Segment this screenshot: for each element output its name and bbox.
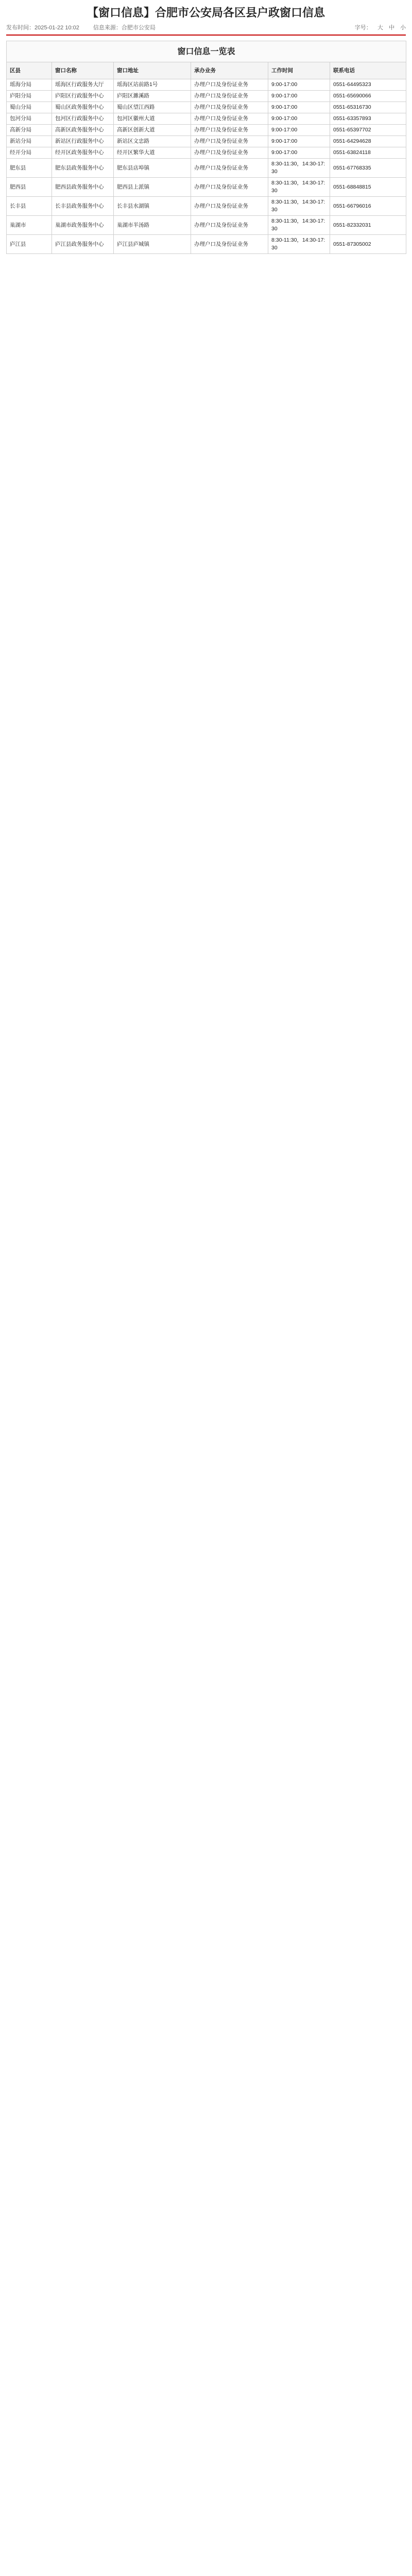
header-district: 区县	[7, 62, 52, 79]
cell-phone: 0551-87305002	[330, 235, 406, 254]
cell-business: 办理户口及身份证业务	[191, 113, 268, 125]
page-title: 【窗口信息】合肥市公安局各区县户政窗口信息	[87, 6, 325, 19]
table-header-row	[7, 62, 406, 79]
info-source: 信息来源：合肥市公安局	[93, 25, 156, 31]
cell-district: 庐江县	[7, 235, 52, 254]
font-size-controls	[351, 23, 406, 31]
cell-address: 蜀山区望江西路	[114, 102, 191, 113]
table-row	[7, 125, 406, 136]
cell-window-name: 包河区行政服务中心	[52, 113, 114, 125]
cell-window-name: 肥西县政务服务中心	[52, 178, 114, 197]
table-row	[7, 235, 406, 254]
header-business: 承办业务	[191, 62, 268, 79]
cell-window-name: 新站区行政服务中心	[52, 136, 114, 147]
cell-business: 办理户口及身份证业务	[191, 79, 268, 91]
cell-address: 肥西县上派镇	[114, 178, 191, 197]
cell-district: 新站分局	[7, 136, 52, 147]
header-phone: 联系电话	[330, 62, 406, 79]
cell-hours: 8:30-11:30，14:30-17:30	[268, 216, 330, 235]
font-medium-button[interactable]: 中	[388, 25, 394, 31]
table-body	[7, 79, 406, 254]
table-row	[7, 136, 406, 147]
cell-window-name: 经开区政务服务中心	[52, 147, 114, 159]
font-label: 字号：	[354, 25, 372, 31]
cell-district: 高新分局	[7, 125, 52, 136]
cell-window-name: 长丰县政务服务中心	[52, 197, 114, 216]
cell-hours: 8:30-11:30，14:30-17:30	[268, 235, 330, 254]
header-work-hours: 工作时间	[268, 62, 330, 79]
table-row	[7, 197, 406, 216]
cell-business: 办理户口及身份证业务	[191, 91, 268, 102]
cell-district: 肥西县	[7, 178, 52, 197]
cell-window-name: 庐江县政务服务中心	[52, 235, 114, 254]
cell-hours: 9:00-17:00	[268, 125, 330, 136]
cell-hours: 9:00-17:00	[268, 91, 330, 102]
cell-phone: 0551-68848815	[330, 178, 406, 197]
cell-address: 巢湖市半汤路	[114, 216, 191, 235]
cell-hours: 9:00-17:00	[268, 102, 330, 113]
cell-window-name: 巢湖市政务服务中心	[52, 216, 114, 235]
publish-date: 发布时间：2025-01-22 10:02	[6, 25, 79, 31]
cell-window-name: 庐阳区行政服务中心	[52, 91, 114, 102]
cell-address: 庐江县庐城镇	[114, 235, 191, 254]
cell-address: 高新区创新大道	[114, 125, 191, 136]
header-window-address: 窗口地址	[114, 62, 191, 79]
cell-phone: 0551-63357893	[330, 113, 406, 125]
font-large-button[interactable]: 大	[377, 25, 383, 31]
cell-phone: 0551-82332031	[330, 216, 406, 235]
cell-address: 长丰县水湖镇	[114, 197, 191, 216]
cell-phone: 0551-67768335	[330, 159, 406, 178]
meta-left	[6, 23, 168, 31]
cell-hours: 8:30-11:30，14:30-17:30	[268, 197, 330, 216]
cell-business: 办理户口及身份证业务	[191, 125, 268, 136]
cell-business: 办理户口及身份证业务	[191, 197, 268, 216]
cell-business: 办理户口及身份证业务	[191, 102, 268, 113]
table-row	[7, 159, 406, 178]
cell-address: 瑶海区站前路1号	[114, 79, 191, 91]
bottom-spacer	[0, 254, 412, 285]
cell-business: 办理户口及身份证业务	[191, 159, 268, 178]
cell-district: 蜀山分局	[7, 102, 52, 113]
table-caption: 窗口信息一览表	[7, 41, 406, 62]
cell-hours: 8:30-11:30，14:30-17:30	[268, 159, 330, 178]
cell-business: 办理户口及身份证业务	[191, 235, 268, 254]
page	[0, 4, 412, 285]
table-row	[7, 113, 406, 125]
cell-address: 庐阳区濉溪路	[114, 91, 191, 102]
cell-address: 新站区文忠路	[114, 136, 191, 147]
cell-hours: 9:00-17:00	[268, 147, 330, 159]
cell-business: 办理户口及身份证业务	[191, 178, 268, 197]
cell-district: 长丰县	[7, 197, 52, 216]
cell-phone: 0551-65316730	[330, 102, 406, 113]
cell-hours: 9:00-17:00	[268, 79, 330, 91]
cell-address: 包河区徽州大道	[114, 113, 191, 125]
table-row	[7, 102, 406, 113]
title-divider	[6, 35, 406, 36]
cell-business: 办理户口及身份证业务	[191, 136, 268, 147]
cell-phone: 0551-66796016	[330, 197, 406, 216]
cell-business: 办理户口及身份证业务	[191, 147, 268, 159]
header-window-name: 窗口名称	[52, 62, 114, 79]
font-small-button[interactable]: 小	[400, 25, 406, 31]
table-row	[7, 91, 406, 102]
cell-phone: 0551-63824118	[330, 147, 406, 159]
table-row	[7, 178, 406, 197]
table-row	[7, 147, 406, 159]
cell-district: 肥东县	[7, 159, 52, 178]
cell-district: 庐阳分局	[7, 91, 52, 102]
cell-window-name: 高新区政务服务中心	[52, 125, 114, 136]
table-row	[7, 79, 406, 91]
window-info-table	[6, 41, 406, 254]
meta-bar	[0, 23, 412, 31]
cell-hours: 9:00-17:00	[268, 136, 330, 147]
cell-phone: 0551-64495323	[330, 79, 406, 91]
cell-window-name: 蜀山区政务服务中心	[52, 102, 114, 113]
cell-district: 包河分局	[7, 113, 52, 125]
table-row	[7, 216, 406, 235]
cell-window-name: 瑶海区行政服务大厅	[52, 79, 114, 91]
cell-business: 办理户口及身份证业务	[191, 216, 268, 235]
cell-district: 巢湖市	[7, 216, 52, 235]
cell-window-name: 肥东县政务服务中心	[52, 159, 114, 178]
cell-district: 经开分局	[7, 147, 52, 159]
cell-hours: 8:30-11:30，14:30-17:30	[268, 178, 330, 197]
cell-phone: 0551-65690066	[330, 91, 406, 102]
cell-phone: 0551-64294628	[330, 136, 406, 147]
cell-address: 肥东县店埠镇	[114, 159, 191, 178]
cell-district: 瑶海分局	[7, 79, 52, 91]
cell-address: 经开区繁华大道	[114, 147, 191, 159]
cell-phone: 0551-65397702	[330, 125, 406, 136]
cell-hours: 9:00-17:00	[268, 113, 330, 125]
